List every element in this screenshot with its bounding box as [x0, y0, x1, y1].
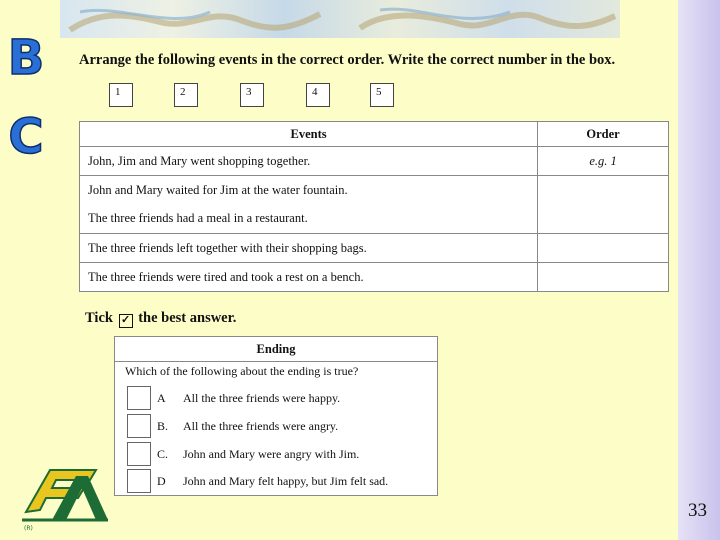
number-box-4: 4 [306, 83, 330, 107]
table-row [80, 176, 669, 205]
option-letter: B. [157, 419, 169, 433]
event-text: The three friends had a meal in a restaurant. [80, 205, 538, 234]
ending-question: Which of the following about the ending is true? [125, 364, 359, 378]
number-box-2: 2 [174, 83, 198, 107]
events-column-header: Events [80, 122, 538, 147]
order-cell[interactable] [538, 176, 669, 234]
side-letter-c [8, 107, 44, 165]
ending-panel [114, 336, 438, 496]
checked-box-icon: ✓ [119, 314, 133, 328]
events-table [79, 121, 669, 292]
option-c-checkbox[interactable] [127, 442, 151, 466]
option-text: John and Mary felt happy, but Jim felt sad. [183, 474, 389, 488]
option-text: All the three friends were happy. [183, 391, 341, 405]
option-letter: D [157, 474, 166, 488]
event-text: The three friends were tired and took a rest on a bench. [80, 263, 538, 292]
number-box-1: 1 [109, 83, 133, 107]
option-b-checkbox[interactable] [127, 414, 151, 438]
map-banner-image [60, 0, 620, 38]
number-box-5: 5 [370, 83, 394, 107]
ea-logo [16, 462, 112, 532]
number-box-3: 3 [240, 83, 264, 107]
page-number: 33 [688, 500, 707, 521]
option-b [127, 414, 427, 438]
order-example: e.g. 1 [589, 153, 617, 168]
order-cell[interactable] [538, 234, 669, 263]
event-text: The three friends left together with their shopping bags. [80, 234, 538, 263]
events-table-header [80, 122, 669, 147]
instruction-text: Arrange the following events in the correct order. Write the correct number in the box. [79, 52, 616, 68]
right-side-strip [678, 0, 720, 540]
table-row [80, 147, 669, 176]
option-text: John and Mary were angry with Jim. [183, 447, 360, 461]
svg-text:B: B [7, 30, 45, 86]
order-cell[interactable] [538, 263, 669, 292]
ending-title: Ending [115, 337, 437, 362]
option-a [127, 386, 427, 410]
option-letter: C. [157, 447, 169, 461]
option-c [127, 442, 427, 466]
table-row [80, 234, 669, 263]
event-text: John, Jim and Mary went shopping together. [80, 147, 538, 176]
option-letter: A [157, 391, 166, 405]
svg-text:C: C [8, 109, 44, 165]
tick-instruction [85, 310, 236, 327]
tick-suffix: the best answer. [138, 310, 237, 326]
option-d-checkbox[interactable] [127, 469, 151, 493]
option-text: All the three friends were angry. [183, 419, 339, 433]
table-row [80, 263, 669, 292]
side-letter-b [7, 28, 45, 86]
event-text: John and Mary waited for Jim at the water fountain. [80, 176, 538, 205]
order-cell[interactable] [538, 147, 669, 176]
tick-prefix: Tick [85, 310, 113, 326]
svg-text:(R): (R) [24, 525, 33, 532]
option-a-checkbox[interactable] [127, 386, 151, 410]
order-column-header: Order [538, 122, 669, 147]
option-d [127, 469, 427, 493]
